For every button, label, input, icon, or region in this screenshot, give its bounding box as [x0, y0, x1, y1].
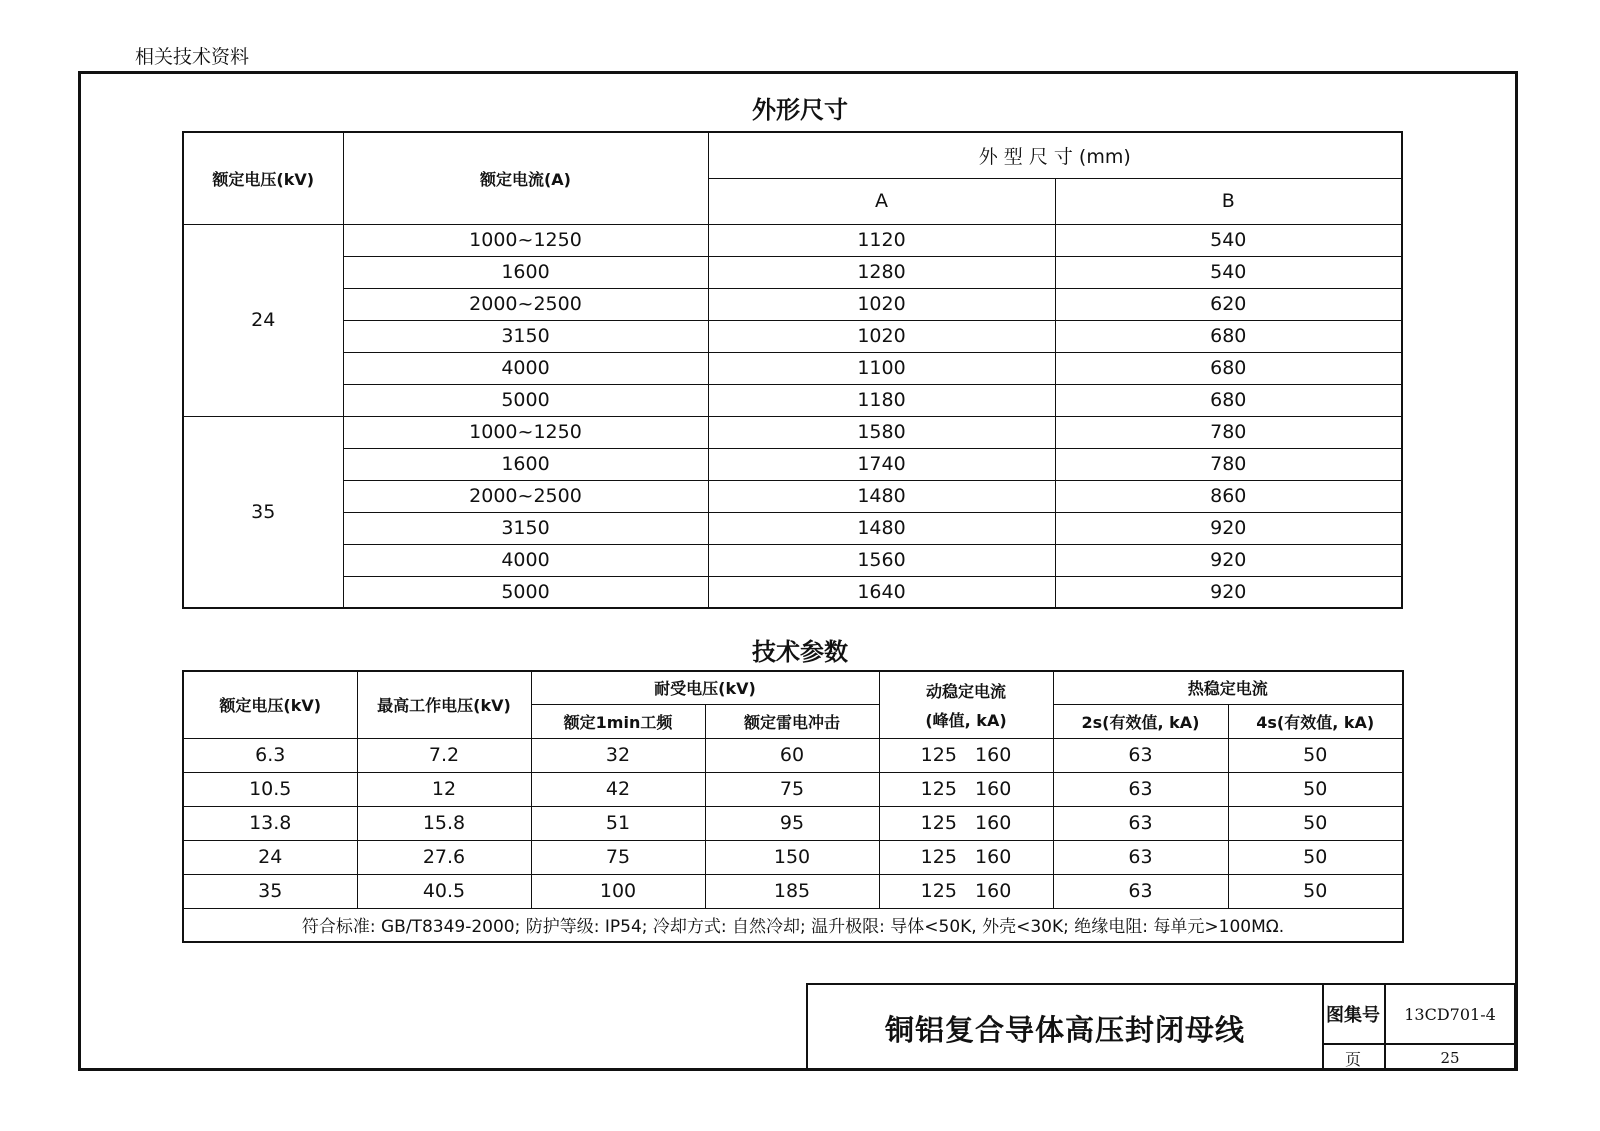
- table-row: [183, 224, 1402, 256]
- voltage-cell: 35: [183, 416, 343, 608]
- table-row: [183, 874, 1403, 908]
- rated-cell: 13.8: [183, 806, 357, 840]
- dyn-cell: 125 160: [879, 874, 1053, 908]
- t2-cell: 63: [1053, 806, 1228, 840]
- li-cell: 185: [705, 874, 879, 908]
- li-cell: 95: [705, 806, 879, 840]
- col-header-dynamic: [879, 671, 1053, 738]
- b-cell: 920: [1055, 512, 1402, 544]
- col-header-a: A: [708, 178, 1055, 224]
- max-cell: 27.6: [357, 840, 531, 874]
- b-cell: 780: [1055, 448, 1402, 480]
- rated-cell: 10.5: [183, 772, 357, 806]
- page-number: 25: [1386, 1045, 1516, 1071]
- col-header-withstand: 耐受电压(kV): [531, 671, 879, 704]
- rated-cell: 24: [183, 840, 357, 874]
- current-cell: 1000~1250: [343, 416, 708, 448]
- atlas-number: 13CD701-4: [1386, 985, 1516, 1045]
- col-header-rated-voltage: 额定电压(kV): [183, 671, 357, 738]
- b-cell: 540: [1055, 256, 1402, 288]
- f1-cell: 32: [531, 738, 705, 772]
- dyn-cell: 125 160: [879, 840, 1053, 874]
- max-cell: 7.2: [357, 738, 531, 772]
- a-cell: 1480: [708, 480, 1055, 512]
- b-cell: 780: [1055, 416, 1402, 448]
- current-cell: 5000: [343, 576, 708, 608]
- li-cell: 75: [705, 772, 879, 806]
- dynamic-label: 动稳定电流: [925, 681, 1006, 701]
- b-cell: 680: [1055, 320, 1402, 352]
- dyn-cell: 125 160: [879, 806, 1053, 840]
- f1-cell: 51: [531, 806, 705, 840]
- section-title-parameters: 技术参数: [752, 638, 848, 666]
- current-cell: 1600: [343, 448, 708, 480]
- f1-cell: 100: [531, 874, 705, 908]
- t4-cell: 50: [1228, 874, 1403, 908]
- f1-cell: 42: [531, 772, 705, 806]
- t2-cell: 63: [1053, 874, 1228, 908]
- table-row: [183, 480, 1402, 512]
- t4-cell: 50: [1228, 840, 1403, 874]
- f1-cell: 75: [531, 840, 705, 874]
- table-row: [183, 448, 1402, 480]
- a-cell: 1480: [708, 512, 1055, 544]
- col-header-b: B: [1055, 178, 1402, 224]
- li-cell: 60: [705, 738, 879, 772]
- a-cell: 1180: [708, 384, 1055, 416]
- a-cell: 1020: [708, 288, 1055, 320]
- b-cell: 860: [1055, 480, 1402, 512]
- a-cell: 1580: [708, 416, 1055, 448]
- b-cell: 680: [1055, 352, 1402, 384]
- atlas-label: 图集号: [1322, 985, 1386, 1045]
- table-row: [183, 840, 1403, 874]
- voltage-cell: 24: [183, 224, 343, 416]
- table-row: [183, 416, 1402, 448]
- max-cell: 40.5: [357, 874, 531, 908]
- col-header-thermal: 热稳定电流: [1053, 671, 1403, 704]
- drawing-name: 铜铝复合导体高压封闭母线: [808, 985, 1324, 1071]
- current-cell: 4000: [343, 544, 708, 576]
- col-header-voltage: 额定电压(kV): [183, 132, 343, 224]
- header-label: 相关技术资料: [135, 46, 250, 68]
- page-label: 页: [1322, 1045, 1386, 1071]
- rated-cell: 6.3: [183, 738, 357, 772]
- t4-cell: 50: [1228, 806, 1403, 840]
- col-header-2s: 2s(有效值, kA): [1053, 704, 1228, 738]
- table-row: [183, 806, 1403, 840]
- a-cell: 1120: [708, 224, 1055, 256]
- col-header-4s: 4s(有效值, kA): [1228, 704, 1403, 738]
- t2-cell: 63: [1053, 738, 1228, 772]
- a-cell: 1100: [708, 352, 1055, 384]
- current-cell: 3150: [343, 320, 708, 352]
- section-title-dimensions: 外形尺寸: [752, 96, 848, 124]
- current-cell: 2000~2500: [343, 288, 708, 320]
- b-cell: 920: [1055, 576, 1402, 608]
- parameters-table: [182, 670, 1404, 943]
- max-cell: 15.8: [357, 806, 531, 840]
- t4-cell: 50: [1228, 772, 1403, 806]
- col-header-lightning: 额定雷电冲击: [705, 704, 879, 738]
- dynamic-sub-label: (峰值, kA): [925, 710, 1007, 730]
- standards-note: 符合标准: GB/T8349-2000; 防护等级: IP54; 冷却方式: 自然冷却; 温升极限: 导体<50K, 外壳<30K; 绝缘电阻: 每单元>100MΩ.: [183, 908, 1403, 942]
- table-row: [183, 576, 1402, 608]
- a-cell: 1560: [708, 544, 1055, 576]
- col-header-max-voltage: 最高工作电压(kV): [357, 671, 531, 738]
- current-cell: 2000~2500: [343, 480, 708, 512]
- current-cell: 5000: [343, 384, 708, 416]
- b-cell: 920: [1055, 544, 1402, 576]
- b-cell: 540: [1055, 224, 1402, 256]
- col-header-current: 额定电流(A): [343, 132, 708, 224]
- col-header-1min: 额定1min工频: [531, 704, 705, 738]
- a-cell: 1020: [708, 320, 1055, 352]
- a-cell: 1640: [708, 576, 1055, 608]
- a-cell: 1280: [708, 256, 1055, 288]
- a-cell: 1740: [708, 448, 1055, 480]
- b-cell: 680: [1055, 384, 1402, 416]
- table-row: [183, 512, 1402, 544]
- t2-cell: 63: [1053, 840, 1228, 874]
- table-row: [183, 256, 1402, 288]
- rated-cell: 35: [183, 874, 357, 908]
- current-cell: 1600: [343, 256, 708, 288]
- title-block: [806, 983, 1517, 1071]
- current-cell: 4000: [343, 352, 708, 384]
- b-cell: 620: [1055, 288, 1402, 320]
- table-row: [183, 288, 1402, 320]
- li-cell: 150: [705, 840, 879, 874]
- dyn-cell: 125 160: [879, 772, 1053, 806]
- t4-cell: 50: [1228, 738, 1403, 772]
- table-row: [183, 738, 1403, 772]
- table-row: [183, 772, 1403, 806]
- current-cell: 1000~1250: [343, 224, 708, 256]
- dimensions-table: [182, 131, 1403, 609]
- current-cell: 3150: [343, 512, 708, 544]
- max-cell: 12: [357, 772, 531, 806]
- table-row: [183, 544, 1402, 576]
- t2-cell: 63: [1053, 772, 1228, 806]
- dyn-cell: 125 160: [879, 738, 1053, 772]
- table-row: [183, 384, 1402, 416]
- table-row: [183, 352, 1402, 384]
- table-row: [183, 320, 1402, 352]
- col-header-dims: 外 型 尺 寸 (mm): [708, 132, 1402, 178]
